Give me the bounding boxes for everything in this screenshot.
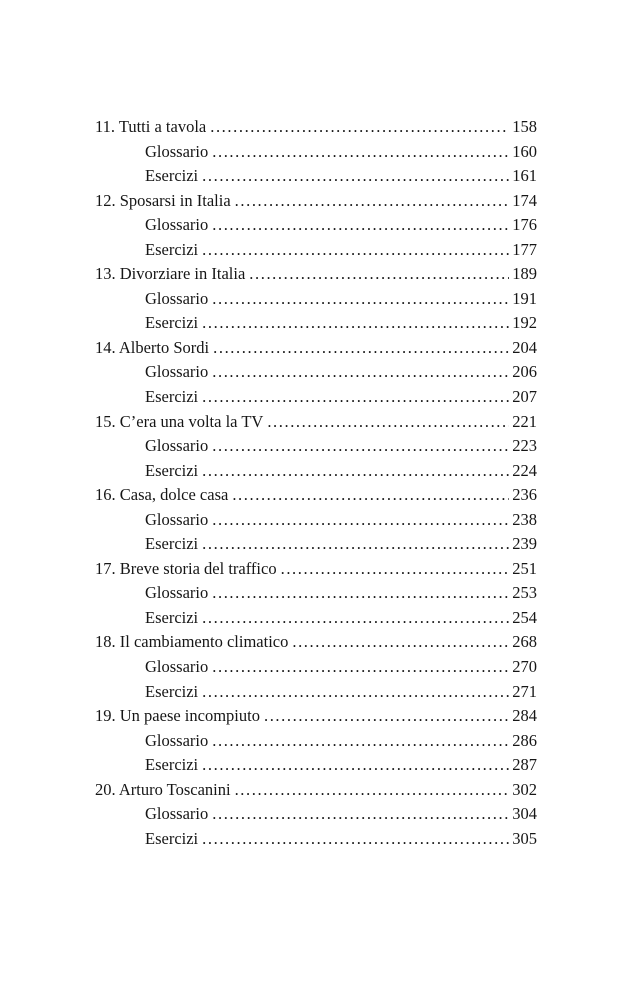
dot-leader xyxy=(212,655,509,680)
entry-label: Esercizi xyxy=(145,681,199,701)
dot-leader xyxy=(212,729,509,754)
entry-page-number: 271 xyxy=(512,681,537,701)
entry-label: Glossario xyxy=(145,509,209,529)
toc-subentry xyxy=(95,311,537,336)
toc-entry xyxy=(95,336,537,361)
entry-label: 17. Breve storia del traffico xyxy=(95,558,277,578)
entry-page-number: 161 xyxy=(512,166,537,186)
entry-label: Glossario xyxy=(145,730,209,750)
toc-subentry xyxy=(95,360,537,385)
entry-label: Esercizi xyxy=(145,460,199,480)
toc-subentry xyxy=(95,508,537,533)
dot-leader xyxy=(212,508,509,533)
entry-page-number: 286 xyxy=(512,730,537,750)
dot-leader xyxy=(292,630,509,655)
dot-leader xyxy=(212,434,509,459)
entry-page-number: 207 xyxy=(512,387,537,407)
toc-entry xyxy=(95,189,537,214)
entry-label: Esercizi xyxy=(145,828,199,848)
entry-label: 16. Casa, dolce casa xyxy=(95,485,229,505)
entry-page-number: 253 xyxy=(512,583,537,603)
entry-page-number: 204 xyxy=(512,337,537,357)
dot-leader xyxy=(235,189,510,214)
dot-leader xyxy=(212,287,509,312)
toc-subentry xyxy=(95,753,537,778)
toc-subentry xyxy=(95,238,537,263)
toc-subentry xyxy=(95,729,537,754)
entry-page-number: 287 xyxy=(512,755,537,775)
entry-label: Esercizi xyxy=(145,387,199,407)
entry-page-number: 192 xyxy=(512,313,537,333)
entry-page-number: 239 xyxy=(512,534,537,554)
entry-page-number: 302 xyxy=(512,779,537,799)
entry-page-number: 177 xyxy=(512,239,537,259)
toc-subentry xyxy=(95,459,537,484)
entry-label: Glossario xyxy=(145,141,209,161)
entry-page-number: 304 xyxy=(512,804,537,824)
entry-page-number: 174 xyxy=(512,190,537,210)
toc-subentry xyxy=(95,655,537,680)
entry-label: Glossario xyxy=(145,215,209,235)
entry-label: Glossario xyxy=(145,288,209,308)
entry-page-number: 176 xyxy=(512,215,537,235)
toc-subentry xyxy=(95,532,537,557)
toc-subentry xyxy=(95,434,537,459)
toc-subentry xyxy=(95,164,537,189)
entry-label: 14. Alberto Sordi xyxy=(95,337,210,357)
dot-leader xyxy=(202,459,509,484)
dot-leader xyxy=(267,410,509,435)
entry-page-number: 189 xyxy=(512,264,537,284)
toc-entry xyxy=(95,483,537,508)
toc-subentry xyxy=(95,680,537,705)
dot-leader xyxy=(202,164,509,189)
entry-label: 18. Il cambiamento climatico xyxy=(95,632,289,652)
toc-subentry xyxy=(95,827,537,852)
dot-leader xyxy=(212,802,509,827)
dot-leader xyxy=(202,238,509,263)
entry-label: Esercizi xyxy=(145,755,199,775)
entry-label: Esercizi xyxy=(145,313,199,333)
entry-label: Glossario xyxy=(145,804,209,824)
entry-page-number: 270 xyxy=(512,657,537,677)
toc-entry xyxy=(95,262,537,287)
toc-subentry xyxy=(95,213,537,238)
entry-label: 19. Un paese incompiuto xyxy=(95,706,260,726)
entry-label: Glossario xyxy=(145,436,209,456)
dot-leader xyxy=(202,753,509,778)
entry-page-number: 236 xyxy=(512,485,537,505)
toc-entry xyxy=(95,630,537,655)
toc-list xyxy=(95,115,537,851)
toc-entry xyxy=(95,704,537,729)
entry-page-number: 223 xyxy=(512,436,537,456)
toc-subentry xyxy=(95,140,537,165)
entry-page-number: 284 xyxy=(512,706,537,726)
toc-entry xyxy=(95,410,537,435)
entry-label: 12. Sposarsi in Italia xyxy=(95,190,231,210)
entry-page-number: 191 xyxy=(512,288,537,308)
dot-leader xyxy=(202,827,509,852)
entry-page-number: 305 xyxy=(512,828,537,848)
toc-entry xyxy=(95,115,537,140)
entry-label: Glossario xyxy=(145,362,209,382)
entry-page-number: 221 xyxy=(512,411,537,431)
entry-label: 11. Tutti a tavola xyxy=(95,117,207,136)
dot-leader xyxy=(281,557,510,582)
dot-leader xyxy=(213,336,509,361)
dot-leader xyxy=(212,360,509,385)
entry-page-number: 268 xyxy=(512,632,537,652)
entry-label: 20. Arturo Toscanini xyxy=(95,779,231,799)
toc-subentry xyxy=(95,581,537,606)
dot-leader xyxy=(212,140,509,165)
dot-leader xyxy=(235,778,510,803)
dot-leader xyxy=(202,385,509,410)
entry-page-number: 206 xyxy=(512,362,537,382)
dot-leader xyxy=(202,680,509,705)
entry-page-number: 254 xyxy=(512,607,537,627)
dot-leader xyxy=(202,311,509,336)
toc-subentry xyxy=(95,606,537,631)
entry-page-number: 158 xyxy=(512,117,537,136)
dot-leader xyxy=(202,606,509,631)
entry-page-number: 238 xyxy=(512,509,537,529)
dot-leader xyxy=(202,532,509,557)
entry-page-number: 251 xyxy=(512,558,537,578)
entry-label: Esercizi xyxy=(145,166,199,186)
dot-leader xyxy=(210,115,509,140)
entry-page-number: 224 xyxy=(512,460,537,480)
toc-subentry xyxy=(95,385,537,410)
dot-leader xyxy=(232,483,509,508)
entry-label: Glossario xyxy=(145,583,209,603)
entry-page-number: 160 xyxy=(512,141,537,161)
toc-subentry xyxy=(95,802,537,827)
dot-leader xyxy=(212,213,509,238)
entry-label: Esercizi xyxy=(145,607,199,627)
entry-label: 15. C’era una volta la TV xyxy=(95,411,264,431)
toc-entry xyxy=(95,557,537,582)
toc-entry xyxy=(95,778,537,803)
dot-leader xyxy=(249,262,509,287)
entry-label: 13. Divorziare in Italia xyxy=(95,264,246,284)
toc-subentry xyxy=(95,287,537,312)
entry-label: Esercizi xyxy=(145,534,199,554)
dot-leader xyxy=(212,581,509,606)
entry-label: Glossario xyxy=(145,657,209,677)
entry-label: Esercizi xyxy=(145,239,199,259)
dot-leader xyxy=(264,704,509,729)
